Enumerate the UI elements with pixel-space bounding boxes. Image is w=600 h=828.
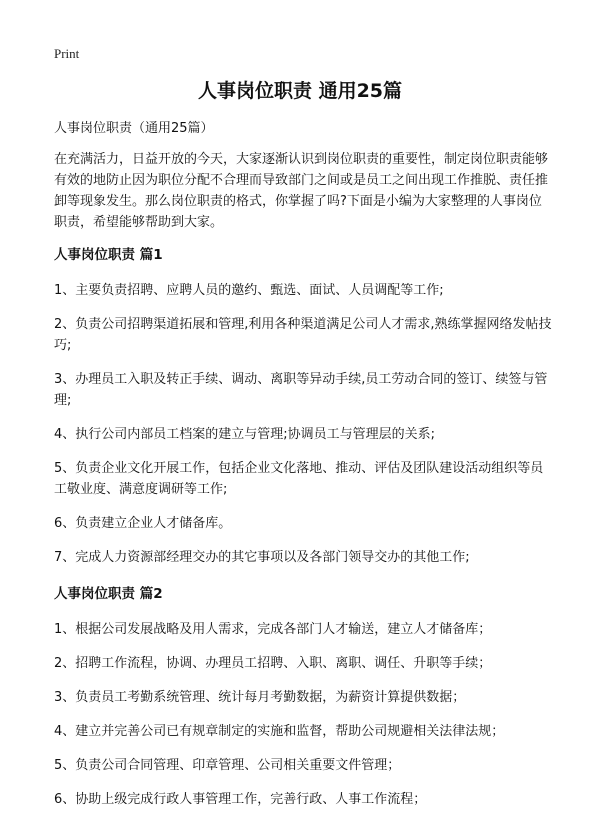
list-item: 4、建立并完善公司已有规章制定的实施和监督，帮助公司规避相关法律法规； bbox=[54, 724, 505, 739]
article-subtitle: 人事岗位职责（通用25篇） bbox=[54, 121, 214, 136]
list-item: 3、办理员工入职及转正手续、调动、离职等异动手续,员工劳动合同的签订、续签与管理; bbox=[54, 372, 548, 408]
duty-list bbox=[54, 280, 554, 568]
section-heading: 人事岗位职责 篇1 bbox=[54, 247, 163, 263]
list-item: 1、主要负责招聘、应聘人员的邀约、甄选、面试、人员调配等工作; bbox=[54, 283, 444, 298]
list-item: 2、负责公司招聘渠道拓展和管理,利用各种渠道满足公司人才需求,熟练掌握网络发帖技巧; bbox=[54, 317, 552, 353]
list-item: 1、根据公司发展战略及用人需求，完成各部门人才输送，建立人才储备库； bbox=[54, 622, 492, 637]
duty-list bbox=[54, 619, 554, 810]
list-item: 6、协助上级完成行政人事管理工作，完善行政、人事工作流程； bbox=[54, 792, 427, 807]
list-item: 4、执行公司内部员工档案的建立与管理;协调员工与管理层的关系; bbox=[54, 427, 436, 442]
list-item: 3、负责员工考勤系统管理、统计每月考勤数据，为薪资计算提供数据； bbox=[54, 690, 466, 705]
print-link[interactable]: Print bbox=[54, 46, 80, 61]
section-1 bbox=[54, 245, 554, 568]
list-item: 2、招聘工作流程，协调、办理员工招聘、入职、离职、调任、升职等手续； bbox=[54, 656, 492, 671]
article-body bbox=[54, 118, 554, 823]
list-item: 5、负责公司合同管理、印章管理、公司相关重要文件管理； bbox=[54, 758, 401, 773]
list-item: 7、完成人力资源部经理交办的其它事项以及各部门领导交办的其他工作; bbox=[54, 550, 470, 565]
page-title: 人事岗位职责 通用25篇 bbox=[197, 80, 403, 102]
list-item: 5、负责企业文化开展工作，包括企业文化落地、推动、评估及团队建设活动组织等员工敬业度、满意度调研等工作; bbox=[54, 461, 544, 497]
intro-paragraph: 在充满活力，日益开放的今天，大家逐渐认识到岗位职责的重要性，制定岗位职责能够有效的地防止因为职位分配不合理而导致部门之间或是员工之间出现工作推脱、责任推卸等现象发生。那么岗位职责的格式，你掌握了吗?下面是小编为大家整理的人事岗位职责，希望能够帮助到大家。 bbox=[54, 152, 549, 230]
list-item: 6、负责建立企业人才储备库。 bbox=[54, 516, 232, 531]
section-heading: 人事岗位职责 篇2 bbox=[54, 586, 163, 602]
section-2 bbox=[54, 584, 554, 810]
